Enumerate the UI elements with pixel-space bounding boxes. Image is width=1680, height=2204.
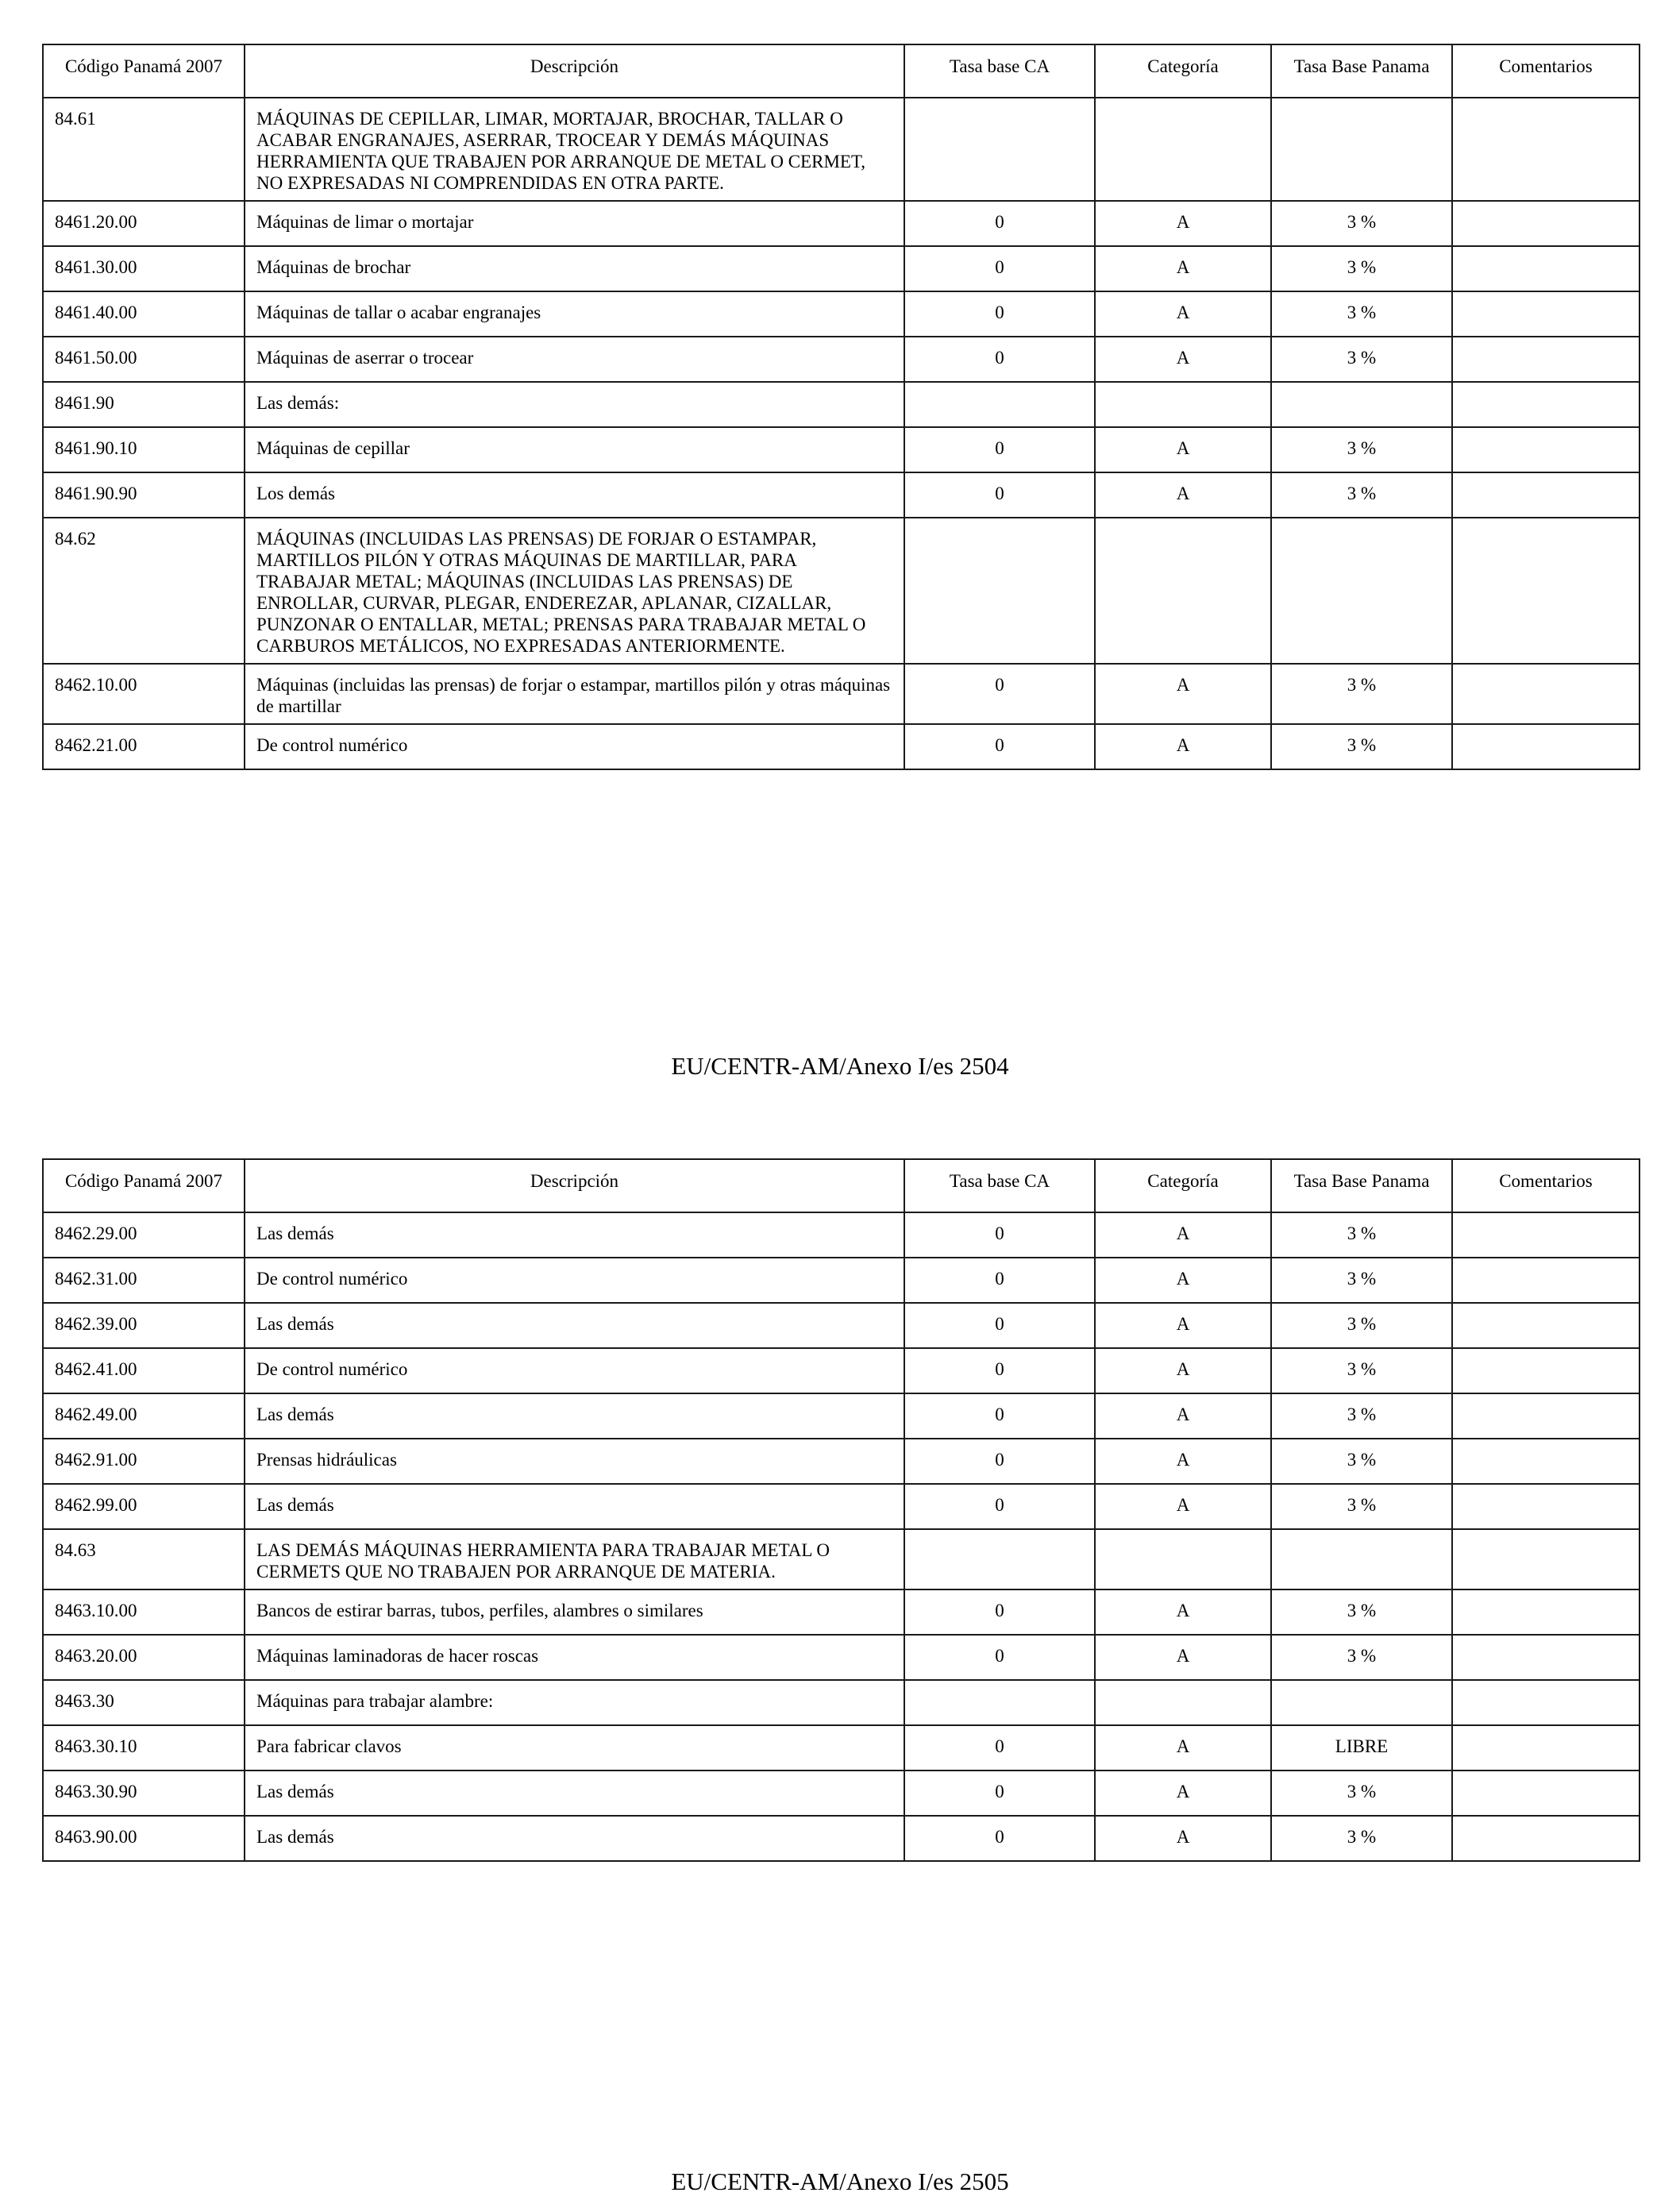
table-row — [43, 427, 1640, 472]
cell-rate-ca — [904, 1529, 1095, 1589]
table-row — [43, 1816, 1640, 1861]
table-row — [43, 518, 1640, 664]
cell-code: 8462.49.00 — [43, 1393, 245, 1439]
cell-rate-panama: 3 % — [1271, 1635, 1452, 1680]
cell-rate-ca: 0 — [904, 1348, 1095, 1393]
cell-category: A — [1095, 664, 1271, 724]
cell-description: Las demás — [245, 1212, 904, 1258]
cell-rate-panama: 3 % — [1271, 1212, 1452, 1258]
cell-description: MÁQUINAS (INCLUIDAS LAS PRENSAS) DE FORJAR O ESTAMPAR, MARTILLOS PILÓN Y OTRAS MÁQUINAS DE MARTILLAR, PARA TRABAJAR METAL; MÁQUINAS (INCLUIDAS LAS PRENSAS) DE ENROLLAR, CURVAR, PLEGAR, ENDEREZAR, APLANAR, CIZALLAR, PUNZONAR O ENTALLAR, METAL; PRENSAS PARA TRABAJAR METAL O CARBUROS METÁLICOS, NO EXPRESADAS ANTERIORMENTE. — [245, 518, 904, 664]
cell-category: A — [1095, 472, 1271, 518]
tariff-table-1 — [42, 44, 1640, 770]
cell-comments — [1452, 1439, 1640, 1484]
cell-rate-ca: 0 — [904, 1816, 1095, 1861]
cell-comments — [1452, 1258, 1640, 1303]
header-category: Categoría — [1095, 1159, 1271, 1212]
cell-category: A — [1095, 1816, 1271, 1861]
table-row — [43, 1589, 1640, 1635]
cell-rate-panama: 3 % — [1271, 291, 1452, 337]
cell-rate-ca — [904, 382, 1095, 427]
cell-code: 8461.90.90 — [43, 472, 245, 518]
cell-category — [1095, 518, 1271, 664]
cell-rate-panama: 3 % — [1271, 472, 1452, 518]
table-body — [43, 98, 1640, 769]
cell-code: 8462.39.00 — [43, 1303, 245, 1348]
cell-rate-panama: 3 % — [1271, 664, 1452, 724]
table-row — [43, 664, 1640, 724]
cell-category: A — [1095, 1348, 1271, 1393]
cell-rate-ca: 0 — [904, 1393, 1095, 1439]
cell-category: A — [1095, 1393, 1271, 1439]
cell-description: Para fabricar clavos — [245, 1725, 904, 1771]
cell-rate-panama — [1271, 98, 1452, 201]
cell-rate-ca: 0 — [904, 1484, 1095, 1529]
table-row — [43, 337, 1640, 382]
cell-code: 8461.50.00 — [43, 337, 245, 382]
cell-description: Máquinas de brochar — [245, 246, 904, 291]
cell-category: A — [1095, 1771, 1271, 1816]
cell-rate-panama: 3 % — [1271, 1258, 1452, 1303]
cell-rate-ca: 0 — [904, 1725, 1095, 1771]
header-category: Categoría — [1095, 44, 1271, 98]
cell-category: A — [1095, 1212, 1271, 1258]
table-row — [43, 1680, 1640, 1725]
cell-description: De control numérico — [245, 1348, 904, 1393]
cell-comments — [1452, 201, 1640, 246]
cell-rate-ca: 0 — [904, 337, 1095, 382]
table-row — [43, 1258, 1640, 1303]
cell-code: 84.61 — [43, 98, 245, 201]
header-rate-panama: Tasa Base Panama — [1271, 44, 1452, 98]
cell-description: MÁQUINAS DE CEPILLAR, LIMAR, MORTAJAR, BROCHAR, TALLAR O ACABAR ENGRANAJES, ASERRAR, TROCEAR Y DEMÁS MÁQUINAS HERRAMIENTA QUE TRABAJEN POR ARRANQUE DE METAL O CERMET, NO EXPRESADAS NI COMPRENDIDAS EN OTRA PARTE. — [245, 98, 904, 201]
cell-rate-panama: 3 % — [1271, 1393, 1452, 1439]
tariff-table-2 — [42, 1158, 1640, 1862]
cell-rate-panama: 3 % — [1271, 1303, 1452, 1348]
table-row — [43, 1771, 1640, 1816]
cell-code: 8462.41.00 — [43, 1348, 245, 1393]
cell-rate-ca: 0 — [904, 724, 1095, 769]
cell-rate-panama: 3 % — [1271, 201, 1452, 246]
cell-rate-panama: LIBRE — [1271, 1725, 1452, 1771]
cell-category: A — [1095, 427, 1271, 472]
cell-comments — [1452, 427, 1640, 472]
cell-code: 84.63 — [43, 1529, 245, 1589]
cell-description: Las demás — [245, 1303, 904, 1348]
cell-description: Máquinas de tallar o acabar engranajes — [245, 291, 904, 337]
table-row — [43, 724, 1640, 769]
cell-rate-ca: 0 — [904, 664, 1095, 724]
cell-rate-ca: 0 — [904, 1303, 1095, 1348]
header-description: Descripción — [245, 1159, 904, 1212]
cell-category: A — [1095, 1484, 1271, 1529]
cell-code: 8463.30 — [43, 1680, 245, 1725]
cell-code: 8462.10.00 — [43, 664, 245, 724]
table-row — [43, 1484, 1640, 1529]
cell-code: 8463.30.10 — [43, 1725, 245, 1771]
cell-comments — [1452, 1816, 1640, 1861]
cell-rate-ca: 0 — [904, 427, 1095, 472]
cell-description: Las demás: — [245, 382, 904, 427]
cell-category: A — [1095, 291, 1271, 337]
cell-code: 8463.20.00 — [43, 1635, 245, 1680]
table-row — [43, 1529, 1640, 1589]
cell-comments — [1452, 1348, 1640, 1393]
cell-rate-panama: 3 % — [1271, 1589, 1452, 1635]
cell-code: 8462.31.00 — [43, 1258, 245, 1303]
cell-code: 8461.90.10 — [43, 427, 245, 472]
cell-category: A — [1095, 337, 1271, 382]
cell-code: 8461.20.00 — [43, 201, 245, 246]
table-header-row — [43, 1159, 1640, 1212]
cell-rate-panama: 3 % — [1271, 1484, 1452, 1529]
cell-description: Las demás — [245, 1816, 904, 1861]
cell-rate-panama: 3 % — [1271, 724, 1452, 769]
cell-description: Máquinas (incluidas las prensas) de forjar o estampar, martillos pilón y otras máquinas de martillar — [245, 664, 904, 724]
cell-code: 8462.21.00 — [43, 724, 245, 769]
table-row — [43, 472, 1640, 518]
cell-rate-ca: 0 — [904, 1212, 1095, 1258]
cell-code: 8462.91.00 — [43, 1439, 245, 1484]
table-body — [43, 1212, 1640, 1861]
cell-category: A — [1095, 201, 1271, 246]
cell-code: 8461.40.00 — [43, 291, 245, 337]
cell-code: 8463.10.00 — [43, 1589, 245, 1635]
cell-comments — [1452, 1589, 1640, 1635]
cell-category: A — [1095, 246, 1271, 291]
cell-code: 8462.99.00 — [43, 1484, 245, 1529]
cell-rate-panama — [1271, 1529, 1452, 1589]
cell-description: Las demás — [245, 1484, 904, 1529]
table-row — [43, 1348, 1640, 1393]
cell-category — [1095, 98, 1271, 201]
cell-rate-panama: 3 % — [1271, 1771, 1452, 1816]
table-header-row — [43, 44, 1640, 98]
header-code: Código Panamá 2007 — [43, 1159, 245, 1212]
cell-comments — [1452, 1635, 1640, 1680]
page-footer: EU/CENTR-AM/Anexo I/es 2504 — [671, 1052, 1009, 1080]
cell-code: 8461.30.00 — [43, 246, 245, 291]
cell-rate-ca: 0 — [904, 1635, 1095, 1680]
cell-rate-panama: 3 % — [1271, 1439, 1452, 1484]
cell-comments — [1452, 382, 1640, 427]
cell-comments — [1452, 98, 1640, 201]
table-row — [43, 1212, 1640, 1258]
table-row — [43, 246, 1640, 291]
cell-comments — [1452, 337, 1640, 382]
cell-code: 8462.29.00 — [43, 1212, 245, 1258]
cell-description: Máquinas para trabajar alambre: — [245, 1680, 904, 1725]
cell-comments — [1452, 1771, 1640, 1816]
cell-description: Los demás — [245, 472, 904, 518]
cell-description: De control numérico — [245, 1258, 904, 1303]
cell-comments — [1452, 1303, 1640, 1348]
table-row — [43, 1393, 1640, 1439]
header-rate-panama: Tasa Base Panama — [1271, 1159, 1452, 1212]
table-row — [43, 1725, 1640, 1771]
cell-comments — [1452, 246, 1640, 291]
cell-comments — [1452, 472, 1640, 518]
cell-rate-panama: 3 % — [1271, 1816, 1452, 1861]
cell-code: 8463.30.90 — [43, 1771, 245, 1816]
cell-rate-panama: 3 % — [1271, 427, 1452, 472]
cell-comments — [1452, 664, 1640, 724]
cell-rate-ca: 0 — [904, 1258, 1095, 1303]
cell-category: A — [1095, 1258, 1271, 1303]
cell-code: 8461.90 — [43, 382, 245, 427]
cell-rate-ca: 0 — [904, 1589, 1095, 1635]
cell-rate-ca: 0 — [904, 201, 1095, 246]
cell-comments — [1452, 1393, 1640, 1439]
cell-description: Máquinas laminadoras de hacer roscas — [245, 1635, 904, 1680]
cell-description: Máquinas de aserrar o trocear — [245, 337, 904, 382]
header-description: Descripción — [245, 44, 904, 98]
table-row — [43, 201, 1640, 246]
cell-comments — [1452, 1680, 1640, 1725]
cell-code: 8463.90.00 — [43, 1816, 245, 1861]
cell-description: Máquinas de cepillar — [245, 427, 904, 472]
cell-rate-panama: 3 % — [1271, 246, 1452, 291]
cell-rate-ca — [904, 98, 1095, 201]
table-row — [43, 98, 1640, 201]
table-row — [43, 1303, 1640, 1348]
cell-rate-ca — [904, 1680, 1095, 1725]
cell-rate-panama — [1271, 1680, 1452, 1725]
cell-description: Bancos de estirar barras, tubos, perfiles, alambres o similares — [245, 1589, 904, 1635]
table-row — [43, 1439, 1640, 1484]
cell-category — [1095, 382, 1271, 427]
cell-rate-ca: 0 — [904, 472, 1095, 518]
cell-category: A — [1095, 1439, 1271, 1484]
cell-comments — [1452, 1212, 1640, 1258]
cell-rate-ca: 0 — [904, 1439, 1095, 1484]
header-code: Código Panamá 2007 — [43, 44, 245, 98]
cell-description: Las demás — [245, 1393, 904, 1439]
cell-rate-ca — [904, 518, 1095, 664]
cell-description: De control numérico — [245, 724, 904, 769]
cell-description: LAS DEMÁS MÁQUINAS HERRAMIENTA PARA TRABAJAR METAL O CERMETS QUE NO TRABAJEN POR ARRANQUE DE MATERIA. — [245, 1529, 904, 1589]
cell-category: A — [1095, 1589, 1271, 1635]
table-row — [43, 291, 1640, 337]
header-comments: Comentarios — [1452, 44, 1640, 98]
cell-category — [1095, 1529, 1271, 1589]
cell-rate-panama — [1271, 382, 1452, 427]
cell-rate-ca: 0 — [904, 1771, 1095, 1816]
cell-comments — [1452, 1725, 1640, 1771]
cell-comments — [1452, 724, 1640, 769]
header-comments: Comentarios — [1452, 1159, 1640, 1212]
table-row — [43, 382, 1640, 427]
cell-comments — [1452, 1529, 1640, 1589]
cell-description: Máquinas de limar o mortajar — [245, 201, 904, 246]
cell-description: Prensas hidráulicas — [245, 1439, 904, 1484]
header-rate-ca: Tasa base CA — [904, 1159, 1095, 1212]
cell-category: A — [1095, 1635, 1271, 1680]
cell-rate-panama: 3 % — [1271, 1348, 1452, 1393]
table-row — [43, 1635, 1640, 1680]
cell-category: A — [1095, 1303, 1271, 1348]
cell-category — [1095, 1680, 1271, 1725]
cell-comments — [1452, 518, 1640, 664]
cell-rate-ca: 0 — [904, 291, 1095, 337]
cell-category: A — [1095, 724, 1271, 769]
cell-description: Las demás — [245, 1771, 904, 1816]
cell-comments — [1452, 1484, 1640, 1529]
cell-category: A — [1095, 1725, 1271, 1771]
cell-rate-panama: 3 % — [1271, 337, 1452, 382]
cell-rate-ca: 0 — [904, 246, 1095, 291]
header-rate-ca: Tasa base CA — [904, 44, 1095, 98]
cell-comments — [1452, 291, 1640, 337]
page-footer: EU/CENTR-AM/Anexo I/es 2505 — [671, 2167, 1009, 2195]
cell-rate-panama — [1271, 518, 1452, 664]
cell-code: 84.62 — [43, 518, 245, 664]
